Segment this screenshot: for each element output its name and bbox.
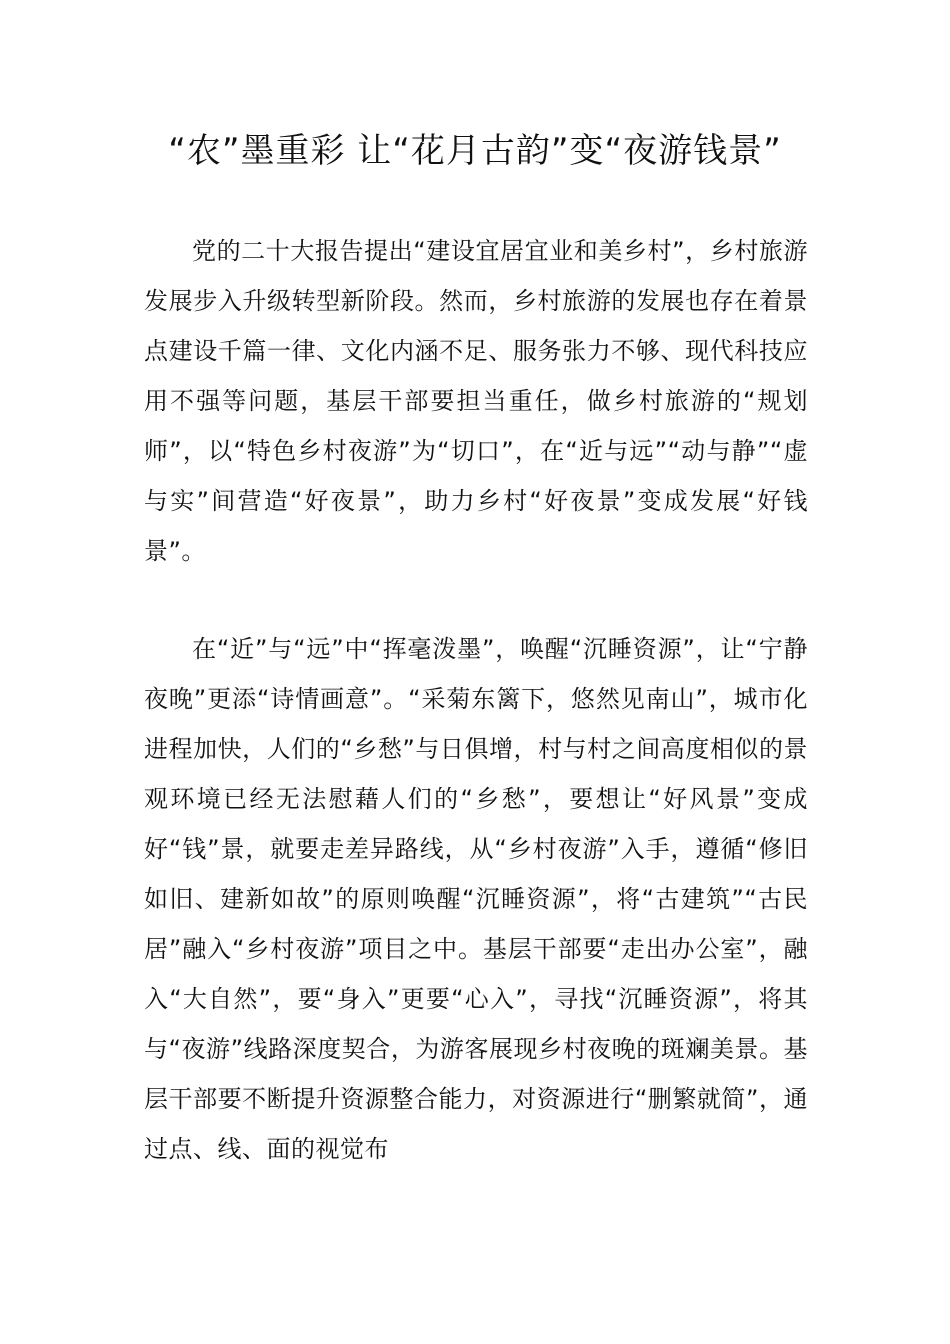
paragraph-intro: 党的二十大报告提出“建设宜居宜业和美乡村”，乡村旅游发展步入升级转型新阶段。然而，乡村旅游的发展也存在着景点建设千篇一律、文化内涵不足、服务张力不够、现代科技应用不强等问题，基层干部要担当重任，做乡村旅游的“规划师”，以“特色乡村夜游”为“切口”，在“近与远”“动与静”“虚与实”间营造“好夜景”，助力乡村“好夜景”变成发展“好钱景”。 [144,237,808,565]
paragraph-near-far: 在“近”与“远”中“挥毫泼墨”，唤醒“沉睡资源”，让“宁静夜晚”更添“诗情画意”。“采菊东篱下，悠然见南山”，城市化进程加快，人们的“乡愁”与日俱增，村与村之间高度相似的景观环境已经无法慰藉人们的“乡愁”，要想让“好风景”变成好“钱”景，就要走差异路线，从“乡村夜游”入手，遵循“修旧如旧、建新如故”的原则唤醒“沉睡资源”，将“古建筑”“古民居”融入“乡村夜游”项目之中。基层干部要“走出办公室”，融入“大自然”，要“身入”更要“心入”，寻找“沉睡资源”，将其与“夜游”线路深度契合，为游客展现乡村夜晚的斑斓美景。基层干部要不断提升资源整合能力，对资源进行“删繁就简”，通过点、线、面的视觉布 [144,635,808,1163]
document-title: “农”墨重彩 让“花月古韵”变“夜游钱景” [168,131,782,171]
